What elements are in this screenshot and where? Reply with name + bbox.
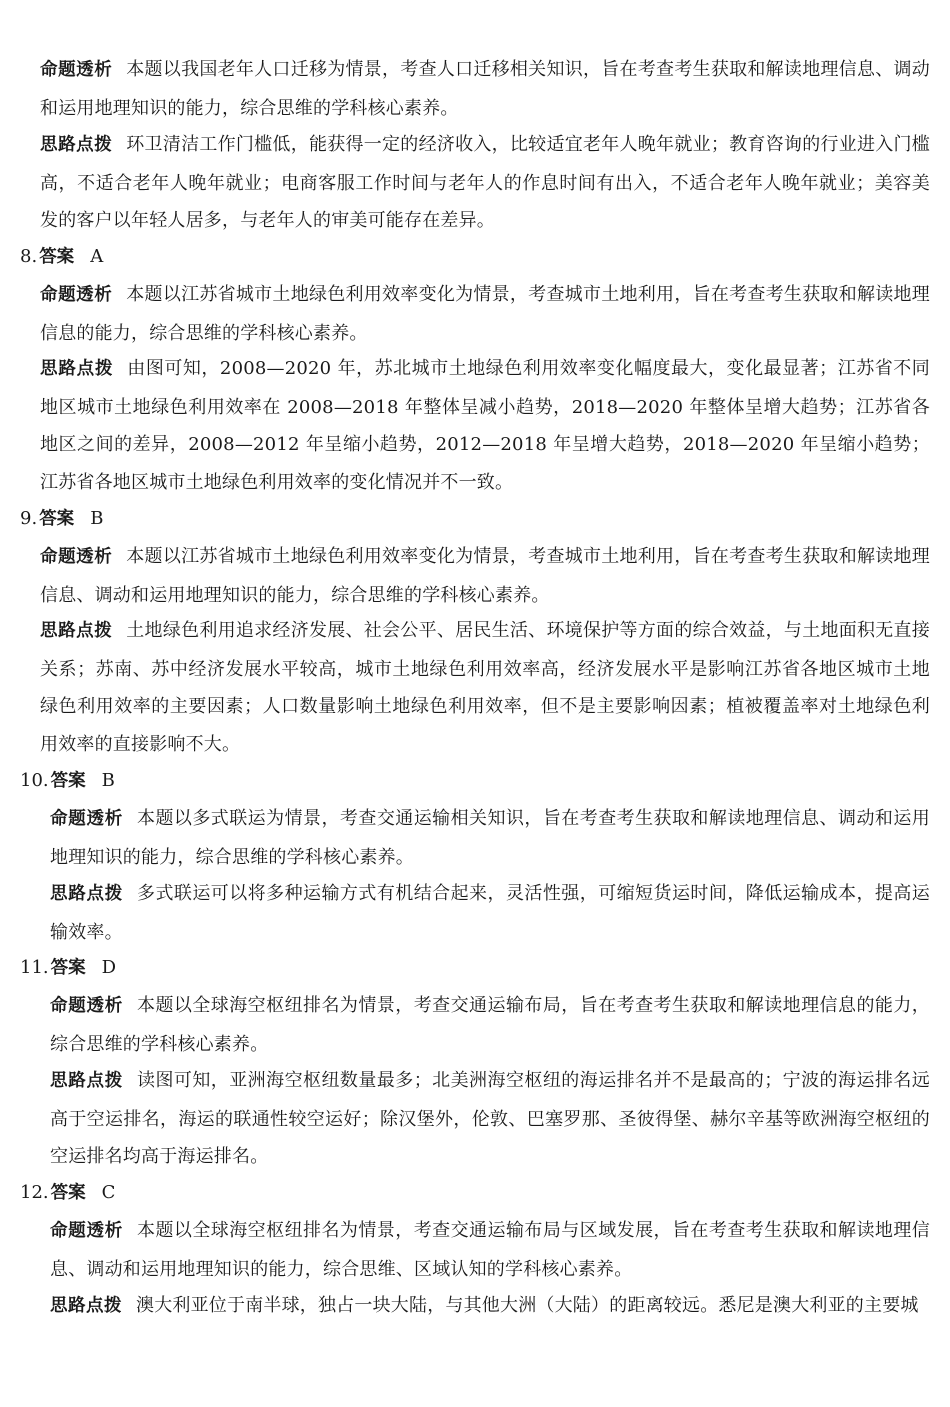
question-number: 11. [20, 957, 49, 978]
analysis-label: 命题透析 [40, 60, 113, 80]
hint-paragraph-q8 [40, 350, 930, 501]
question-number: 10. [20, 770, 49, 791]
analysis-paragraph-q8 [40, 276, 930, 352]
analysis-label: 命题透析 [50, 809, 123, 829]
question-number: 12. [20, 1182, 49, 1203]
analysis-text: 本题以江苏省城市土地绿色利用效率变化为情景，考查城市土地利用，旨在考查考生获取和解读地理信息、调动和运用地理知识的能力，综合思维的学科核心素养。 [40, 546, 931, 606]
answer-header-q9 [20, 500, 103, 539]
answer-header-q12 [20, 1174, 115, 1213]
analysis-text: 本题以多式联运为情景，考查交通运输相关知识，旨在考查考生获取和解读地理信息、调动和运用地理知识的能力，综合思维的学科核心素养。 [50, 808, 930, 868]
hint-label: 思路点拨 [40, 621, 113, 641]
hint-text: 多式联运可以将多种运输方式有机结合起来，灵活性强，可缩短货运时间，降低运输成本，提高运输效率。 [50, 883, 930, 943]
answer-label: 答案 [39, 247, 75, 267]
analysis-label: 命题透析 [40, 547, 113, 567]
hint-paragraph-q7 [40, 126, 930, 240]
analysis-paragraph-q11 [50, 987, 930, 1063]
hint-text: 土地绿色利用追求经济发展、社会公平、居民生活、环境保护等方面的综合效益，与土地面积无直接关系；苏南、苏中经济发展水平较高，城市土地绿色利用效率高，经济发展水平是影响江苏省各地区城市土地绿色利用效率的主要因素；人口数量影响土地绿色利用效率，但不是主要影响因素；植被覆盖率对土地绿色利用效率的直接影响不大。 [40, 620, 931, 755]
analysis-label: 命题透析 [40, 285, 113, 305]
hint-label: 思路点拨 [50, 1296, 122, 1316]
hint-label: 思路点拨 [40, 135, 113, 155]
hint-label: 思路点拨 [40, 359, 114, 379]
analysis-text: 本题以全球海空枢纽排名为情景，考查交通运输布局与区域发展，旨在考查考生获取和解读地理信息、调动和运用地理知识的能力，综合思维、区域认知的学科核心素养。 [50, 1220, 930, 1280]
answer-value: B [101, 770, 115, 791]
answer-value: C [101, 1182, 116, 1203]
analysis-text: 本题以我国老年人口迁移为情景，考查人口迁移相关知识，旨在考查考生获取和解读地理信息、调动和运用地理知识的能力，综合思维的学科核心素养。 [40, 59, 931, 119]
hint-paragraph-q12 [50, 1287, 930, 1326]
answer-header-q8 [20, 238, 103, 277]
analysis-paragraph-q12 [50, 1212, 930, 1288]
answer-value: B [90, 508, 104, 529]
analysis-text: 本题以全球海空枢纽排名为情景，考查交通运输布局，旨在考查考生获取和解读地理信息的能力，综合思维的学科核心素养。 [50, 995, 930, 1055]
answer-header-q10 [20, 762, 115, 801]
answer-label: 答案 [50, 958, 86, 978]
hint-label: 思路点拨 [50, 884, 123, 904]
analysis-label: 命题透析 [50, 1221, 123, 1241]
analysis-paragraph-q9 [40, 538, 930, 614]
hint-label: 思路点拨 [50, 1071, 123, 1091]
question-number: 9. [20, 508, 38, 529]
hint-paragraph-q9 [40, 612, 930, 763]
answer-header-q11 [20, 949, 116, 988]
hint-text: 环卫清洁工作门槛低，能获得一定的经济收入，比较适宜老年人晚年就业；教育咨询的行业进入门槛高，不适合老年人晚年就业；电商客服工作时间与老年人的作息时间有出入，不适合老年人晚年就业；美容美发的客户以年轻人居多，与老年人的审美可能存在差异。 [40, 134, 931, 231]
answer-value: A [90, 246, 104, 267]
answer-label: 答案 [50, 771, 86, 791]
hint-text: 澳大利亚位于南半球，独占一块大陆，与其他大洲（大陆）的距离较远。悉尼是澳大利亚的主要城 [136, 1295, 919, 1316]
hint-paragraph-q11 [50, 1062, 930, 1176]
analysis-text: 本题以江苏省城市土地绿色利用效率变化为情景，考查城市土地利用，旨在考查考生获取和解读地理信息的能力，综合思维的学科核心素养。 [40, 284, 931, 344]
analysis-paragraph-q7 [40, 51, 930, 127]
answer-label: 答案 [39, 509, 75, 529]
analysis-label: 命题透析 [50, 996, 123, 1016]
answer-label: 答案 [50, 1183, 86, 1203]
hint-text: 由图可知，2008—2020 年，苏北城市土地绿色利用效率变化幅度最大，变化最显著；江苏省不同地区城市土地绿色利用效率在 2008—2018 年整体呈减小趋势，2018—2020 年整体呈增大趋势；江苏省各地区之间的差异，2008—2012 年呈缩小趋势，2012—2018 年呈增大趋势，2018—2020 年呈缩小趋势；江苏省各地区城市土地绿色利用效率的变化情况并不一致。 [40, 358, 930, 493]
hint-paragraph-q10 [50, 875, 930, 951]
answer-value: D [101, 957, 117, 978]
question-number: 8. [20, 246, 38, 267]
analysis-paragraph-q10 [50, 800, 930, 876]
hint-text: 读图可知，亚洲海空枢纽数量最多；北美洲海空枢纽的海运排名并不是最高的；宁波的海运排名远高于空运排名，海运的联通性较空运好；除汉堡外，伦敦、巴塞罗那、圣彼得堡、赫尔辛基等欧洲海空枢纽的空运排名均高于海运排名。 [50, 1070, 930, 1167]
